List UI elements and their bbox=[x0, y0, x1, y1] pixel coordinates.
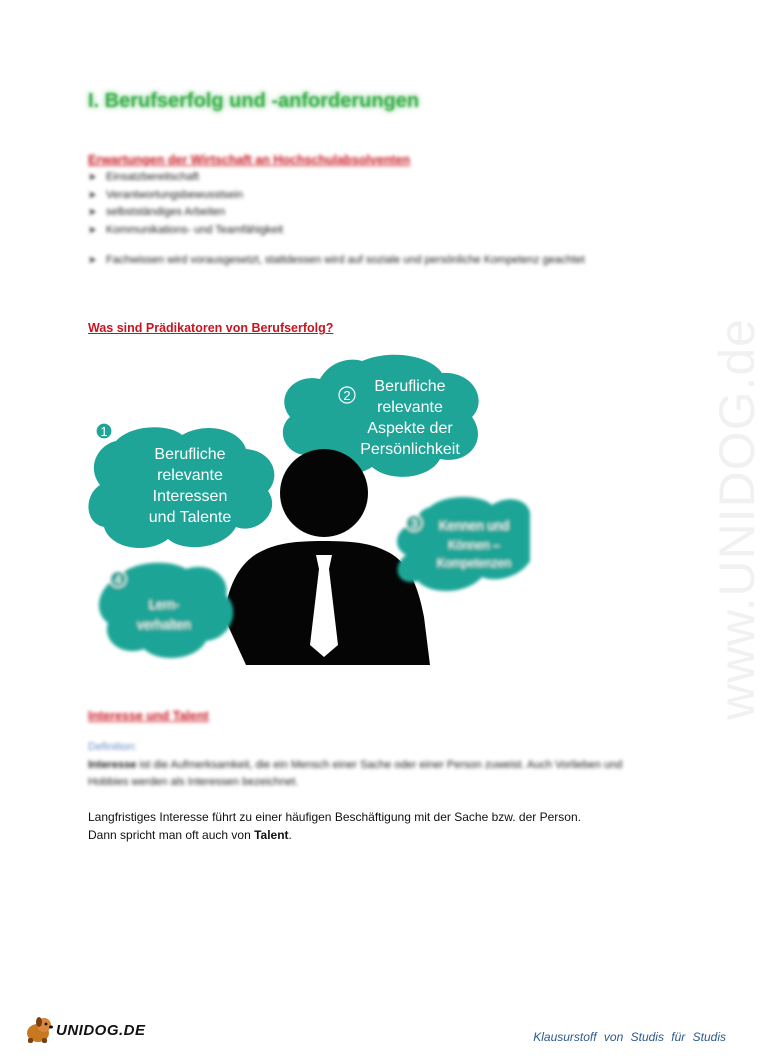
paragraph-line: Langfristiges Interesse führt zu einer häufigen Beschäftigung mit der Sache bzw. der Person. bbox=[88, 810, 581, 824]
list-item: ➤ Einsatzbereitschaft bbox=[88, 169, 283, 187]
cloud-3-line: Können – bbox=[448, 538, 500, 552]
expectations-note: ➤ Fachwissen wird vorausgesetzt, stattdessen wird auf soziale und persönliche Kompetenz geachtet bbox=[88, 254, 585, 266]
talent-term: Talent bbox=[254, 828, 289, 842]
cloud-2-line: Aspekte der bbox=[367, 420, 453, 437]
definition-term: Interesse bbox=[88, 759, 137, 771]
list-item: ➤ selbstständiges Arbeiten bbox=[88, 204, 283, 222]
watermark: www.UNIDOG.de bbox=[709, 318, 765, 720]
paragraph-text: Dann spricht man oft auch von bbox=[88, 828, 255, 842]
cloud-1-number: 1 bbox=[100, 424, 108, 439]
cloud-2-line: relevante bbox=[377, 399, 443, 416]
cloud-2-line: Berufliche bbox=[374, 378, 446, 395]
paragraph-line bbox=[88, 826, 581, 844]
definition-body: ist die Aufmerksamkeit, die ein Mensch einer Sache oder einer Person zuweist. Auch Vorlieben und Hobbies werden als Interessen bezeichnet. bbox=[88, 759, 623, 788]
cloud-3 bbox=[397, 497, 530, 591]
footer-tagline: Klausurstoff von Studis für Studis bbox=[533, 1030, 726, 1044]
list-item: ➤ Kommunikations- und Teamfähigkeit bbox=[88, 222, 283, 240]
cloud-1-line: Berufliche bbox=[154, 446, 226, 463]
list-item: ➤ Verantwortungsbewusstsein bbox=[88, 187, 283, 205]
predictors-diagram bbox=[90, 355, 540, 675]
paragraph-text: . bbox=[288, 828, 292, 842]
definition-label: Definition: bbox=[88, 741, 137, 753]
cloud-1-line: und Talente bbox=[148, 509, 232, 526]
talent-paragraph bbox=[88, 808, 581, 844]
cloud-4-line: verhalten bbox=[137, 617, 191, 632]
cloud-1-line: Interessen bbox=[152, 488, 228, 505]
cloud-3-line: Kennen und bbox=[438, 518, 510, 533]
cloud-2-number: 2 bbox=[343, 388, 351, 403]
cloud-2-line: Persönlichkeit bbox=[360, 441, 460, 458]
footer-logo-text: UNIDOG.DE bbox=[56, 1022, 146, 1039]
section-heading-interest: Interesse und Talent bbox=[88, 709, 209, 723]
definition-text bbox=[88, 757, 628, 791]
section-heading-predictors: Was sind Prädikatoren von Berufserfolg? bbox=[88, 321, 334, 335]
section-heading-expectations: Erwartungen der Wirtschaft an Hochschulabsolventen bbox=[88, 153, 411, 167]
page-title: I. Berufserfolg und -anforderungen bbox=[88, 90, 420, 112]
cloud-1-line: relevante bbox=[157, 467, 223, 484]
cloud-3-line: Kompetenzen bbox=[436, 556, 512, 570]
cloud-3-number: 3 bbox=[410, 516, 418, 531]
cloud-4-line: Lern- bbox=[148, 597, 180, 612]
cloud-4 bbox=[99, 563, 233, 658]
cloud-4-number: 4 bbox=[114, 572, 122, 587]
expectations-list bbox=[88, 169, 283, 239]
dog-logo-icon bbox=[22, 1014, 56, 1044]
cloud-1 bbox=[88, 423, 274, 548]
